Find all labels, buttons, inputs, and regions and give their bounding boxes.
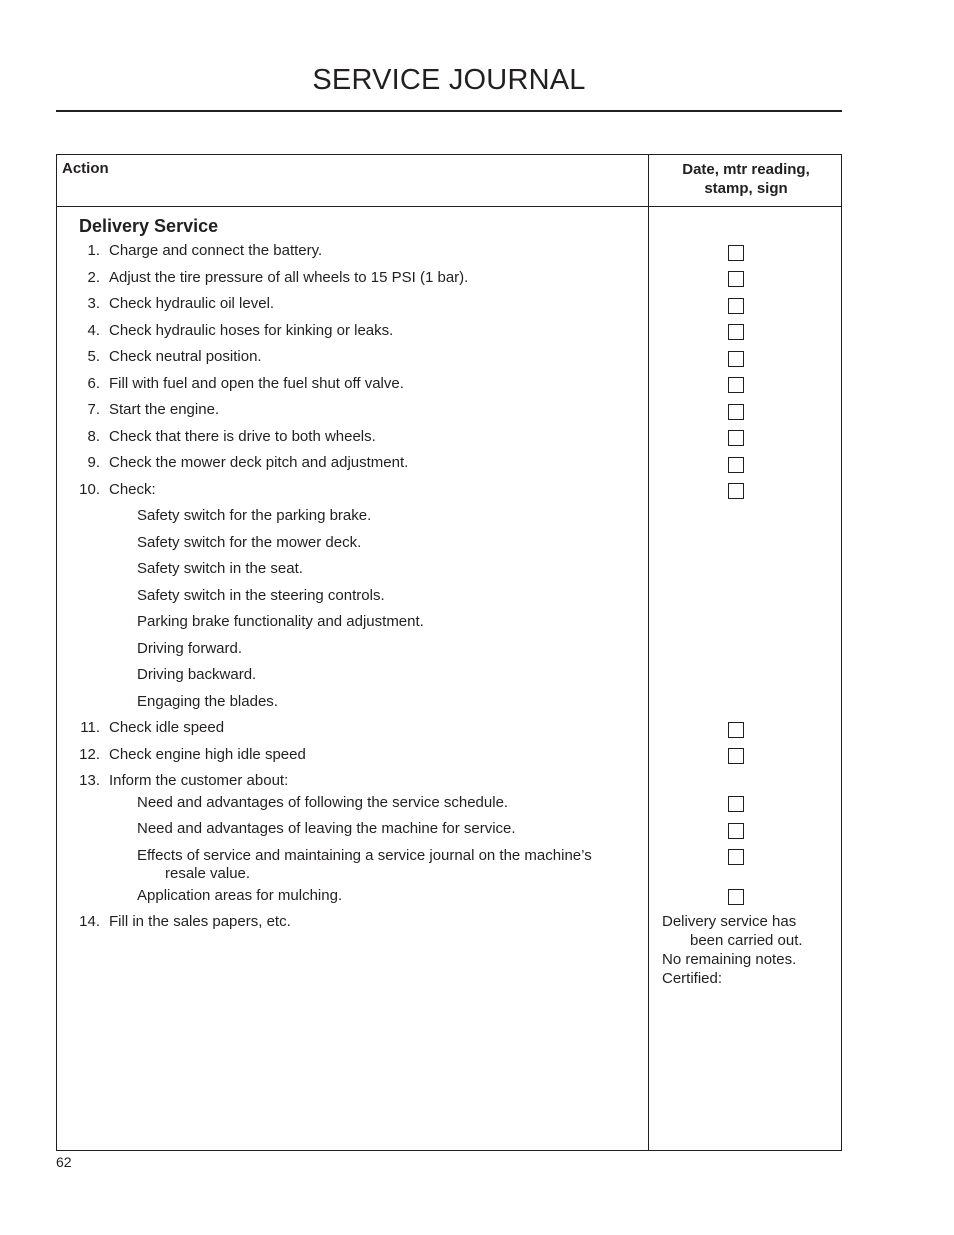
sub-item-continuation: resale value.: [165, 865, 251, 882]
sub-item: Safety switch in the seat.: [137, 560, 303, 577]
column-divider: [648, 154, 649, 1151]
item-text: Check:: [109, 481, 156, 498]
completion-line-2: been carried out.: [690, 932, 803, 949]
sub-item: Engaging the blades.: [137, 693, 278, 710]
checkbox[interactable]: [728, 889, 744, 905]
item-number: 11.: [80, 719, 100, 736]
item-number: 7.: [87, 401, 100, 418]
item-number: 12.: [79, 746, 100, 763]
sub-item: Driving forward.: [137, 640, 243, 657]
sub-item: Need and advantages of leaving the machine for service.: [137, 820, 516, 837]
item-number: 8.: [87, 428, 100, 445]
sub-item: Effects of service and maintaining a service journal on the machine’s: [137, 847, 592, 864]
completion-line-4: Certified:: [662, 970, 723, 987]
item-number: 4.: [87, 322, 100, 339]
sub-item: Safety switch in the steering controls.: [137, 587, 385, 604]
item-number: 9.: [87, 454, 100, 471]
checkbox[interactable]: [728, 722, 744, 738]
item-number: 10.: [79, 481, 100, 498]
item-text: Adjust the tire pressure of all wheels to 15 PSI (1 bar).: [109, 269, 469, 286]
title-rule: [56, 110, 842, 112]
item-text: Check engine high idle speed: [109, 746, 306, 763]
completion-line-1: Delivery service has: [662, 913, 797, 930]
header-date-line-1: Date, mtr reading,: [682, 161, 810, 178]
checkbox[interactable]: [728, 245, 744, 261]
item-text: Inform the customer about:: [109, 772, 289, 789]
checkbox[interactable]: [728, 324, 744, 340]
checkbox[interactable]: [728, 748, 744, 764]
item-number: 5.: [87, 348, 100, 365]
header-action: Action: [62, 160, 109, 177]
sub-item: Parking brake functionality and adjustment.: [137, 613, 424, 630]
sub-item: Application areas for mulching.: [137, 887, 343, 904]
checkbox[interactable]: [728, 351, 744, 367]
completion-note: [662, 912, 803, 988]
item-text: Check neutral position.: [109, 348, 262, 365]
sub-item: Driving backward.: [137, 666, 257, 683]
checkbox[interactable]: [728, 483, 744, 499]
item-text: Check hydraulic oil level.: [109, 295, 275, 312]
checkbox[interactable]: [728, 849, 744, 865]
item-number: 6.: [87, 375, 100, 392]
item-text: Check that there is drive to both wheels.: [109, 428, 376, 445]
item-text: Fill with fuel and open the fuel shut off valve.: [109, 375, 404, 392]
item-number: 3.: [87, 295, 100, 312]
section-title: Delivery Service: [79, 216, 219, 236]
page-title: SERVICE JOURNAL: [312, 64, 586, 96]
item-text: Fill in the sales papers, etc.: [109, 913, 291, 930]
sub-item: Safety switch for the mower deck.: [137, 534, 362, 551]
header-divider: [56, 206, 842, 207]
item-number: 2.: [87, 269, 100, 286]
item-text: Start the engine.: [109, 401, 220, 418]
page-number: 62: [56, 1154, 72, 1170]
item-text: Check the mower deck pitch and adjustment.: [109, 454, 409, 471]
item-text: Check idle speed: [109, 719, 225, 736]
checkbox[interactable]: [728, 430, 744, 446]
item-text: Charge and connect the battery.: [109, 242, 323, 259]
item-text: Check hydraulic hoses for kinking or leaks.: [109, 322, 394, 339]
checkbox[interactable]: [728, 404, 744, 420]
sub-item: Need and advantages of following the service schedule.: [137, 794, 509, 811]
checkbox[interactable]: [728, 823, 744, 839]
checkbox[interactable]: [728, 271, 744, 287]
item-number: 13.: [79, 772, 100, 789]
checkbox[interactable]: [728, 377, 744, 393]
item-number: 14.: [79, 913, 100, 930]
checkbox[interactable]: [728, 298, 744, 314]
sub-item: Safety switch for the parking brake.: [137, 507, 372, 524]
item-number: 1.: [87, 242, 100, 259]
checkbox[interactable]: [728, 457, 744, 473]
completion-line-3: No remaining notes.: [662, 951, 797, 968]
header-date-line-2: stamp, sign: [704, 180, 788, 197]
header-date-reading: [650, 160, 842, 198]
checkbox[interactable]: [728, 796, 744, 812]
